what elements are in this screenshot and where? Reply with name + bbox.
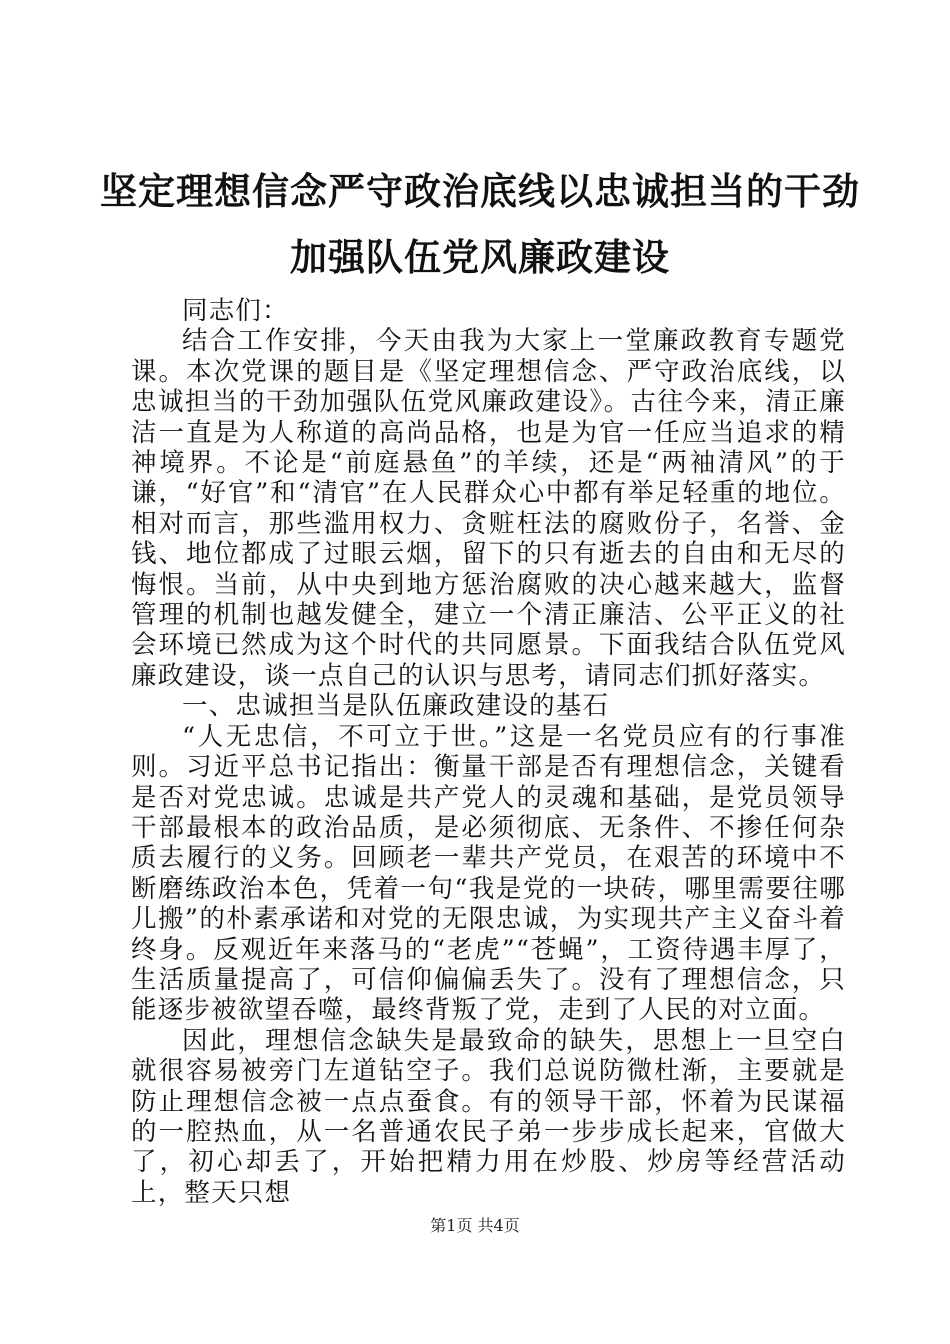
salutation: 同志们： <box>182 296 289 326</box>
page-footer: 第1页 共4页 <box>430 1216 520 1235</box>
paragraph-loyalty: “人无忠信，不可立于世。”这是一名党员应有的行事准则。习近平总书记指出：衡量干部是否有理想信念，关键看是否对党忠诚。忠诚是共产党人的灵魂和基础，是党员领导干部最根本的政治品质，是必须彻底、无条件、不掺任何杂质去履行的义务。回顾老一辈共产党员，在艰苦的环境中不断磨练政治本色，凭着一句“我是党的一块砖，哪里需要往哪儿搬”的朴素承诺和对党的无限忠诚，为实现共产主义奋斗着终身。反观近年来落马的“老虎”“苍蝇”，工资待遇丰厚了，生活质量提高了，可信仰偏偏丢失了。没有了理想信念，只能逐步被欲望吞噬，最终背叛了党，走到了人民的对立面。 <box>131 721 846 1026</box>
section-heading-1: 一、忠诚担当是队伍廉政建设的基石 <box>182 691 610 722</box>
document-body <box>131 296 846 1208</box>
paragraph-intro: 结合工作安排，今天由我为大家上一堂廉政教育专题党课。本次党课的题目是《坚定理想信念、严守政治底线，以忠诚担当的干劲加强队伍党风廉政建设》。古往今来，清正廉洁一直是为人称道的高尚品格，也是为官一任应当追求的精神境界。不论是“前庭悬鱼”的羊续，还是“两袖清风”的于谦，“好官”和“清官”在人民群众心中都有举足轻重的地位。相对而言，那些滥用权力、贪赃枉法的腐败份子，名誉、金钱、地位都成了过眼云烟，留下的只有逝去的自由和无尽的悔恨。当前，从中央到地方惩治腐败的决心越来越大，监督管理的机制也越发健全，建立一个清正廉洁、公平正义的社会环境已然成为这个时代的共同愿景。下面我结合队伍党风廉政建设，谈一点自己的认识与思考，请同志们抓好落实。 <box>131 326 846 691</box>
title-line-1: 坚定理想信念严守政治底线以忠诚担当的干劲 <box>100 169 860 213</box>
paragraph-therefore: 因此，理想信念缺失是最致命的缺失，思想上一旦空白就很容易被旁门左道钻空子。我们总说防微杜渐，主要就是防止理想信念被一点点蚕食。有的领导干部，怀着为民谋福的一腔热血，从一名普通农民子弟一步步成长起来，官做大了，初心却丢了，开始把精力用在炒股、炒房等经营活动上，整天只想 <box>131 1025 846 1208</box>
title-line-2: 加强队伍党风廉政建设 <box>290 235 670 279</box>
document-title <box>100 158 860 290</box>
